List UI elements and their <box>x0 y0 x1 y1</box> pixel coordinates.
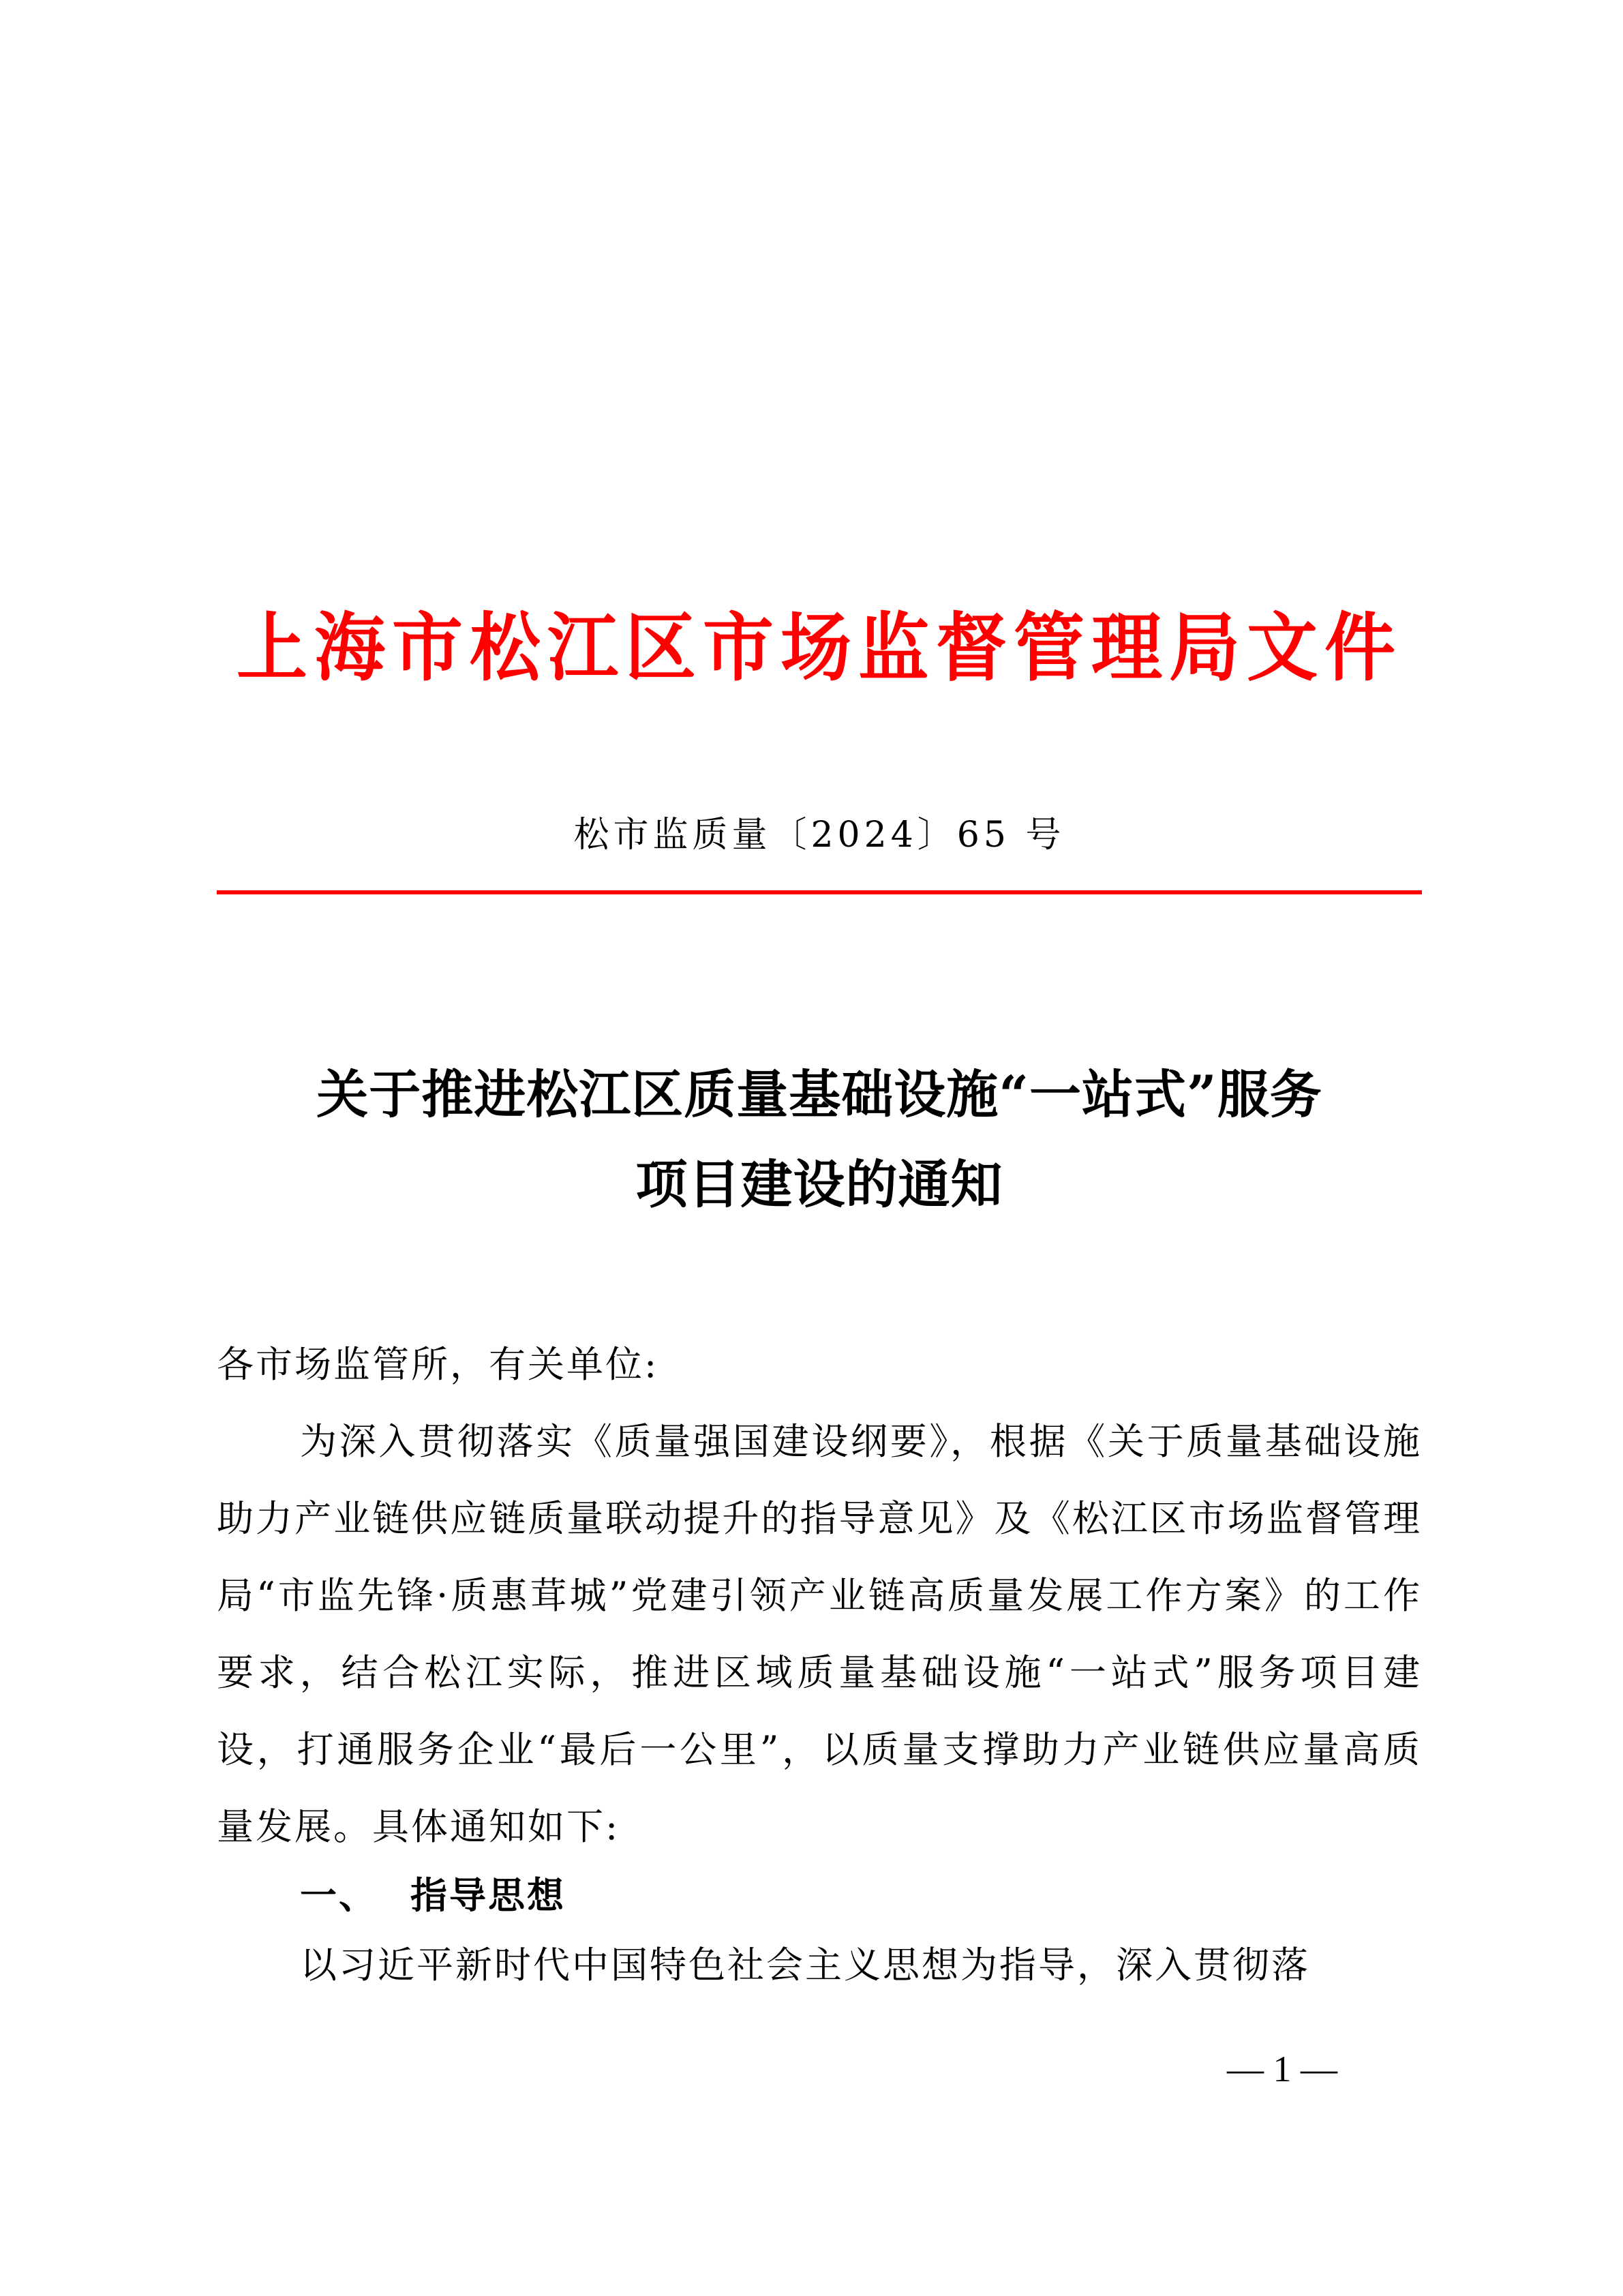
section-1-paragraph: 以习近平新时代中国特色社会主义思想为指导，深入贯彻落 <box>300 1944 1310 1987</box>
page-number: — 1 — <box>1227 2049 1337 2089</box>
addressee: 各市场监管所，有关单位: <box>217 1343 659 1386</box>
section-heading-text: 指导思想 <box>410 1874 566 1917</box>
red-separator-line <box>217 890 1422 894</box>
section-heading-1 <box>217 1865 1422 1927</box>
section-number: 一、 <box>300 1874 378 1917</box>
issuer-header: 上海市松江区市场监督管理局文件 <box>236 603 1402 692</box>
intro-paragraph: 为深入贯彻落实《质量强国建设纲要》，根据《关于质量基础设施助力产业链供应链质量联动提升的指导意见》及《松江区市场监督管理局“市监先锋·质惠茸城”党建引领产业链高质量发展工作方案》的工作要求，结合松江实际，推进区域质量基础设施“一站式”服务项目建设，打通服务企业“最后一公里”，以质量支撑助力产业链供应量高质量发展。具体通知如下: <box>217 1420 1422 1848</box>
document-number: 松市监质量〔2024〕65 号 <box>573 815 1065 856</box>
document-body <box>217 1326 1422 2004</box>
document-title-line-2: 项目建设的通知 <box>635 1154 1003 1215</box>
document-title-line-1: 关于推进松江区质量基础设施“一站式”服务 <box>316 1064 1322 1125</box>
document-title <box>217 1050 1422 1230</box>
